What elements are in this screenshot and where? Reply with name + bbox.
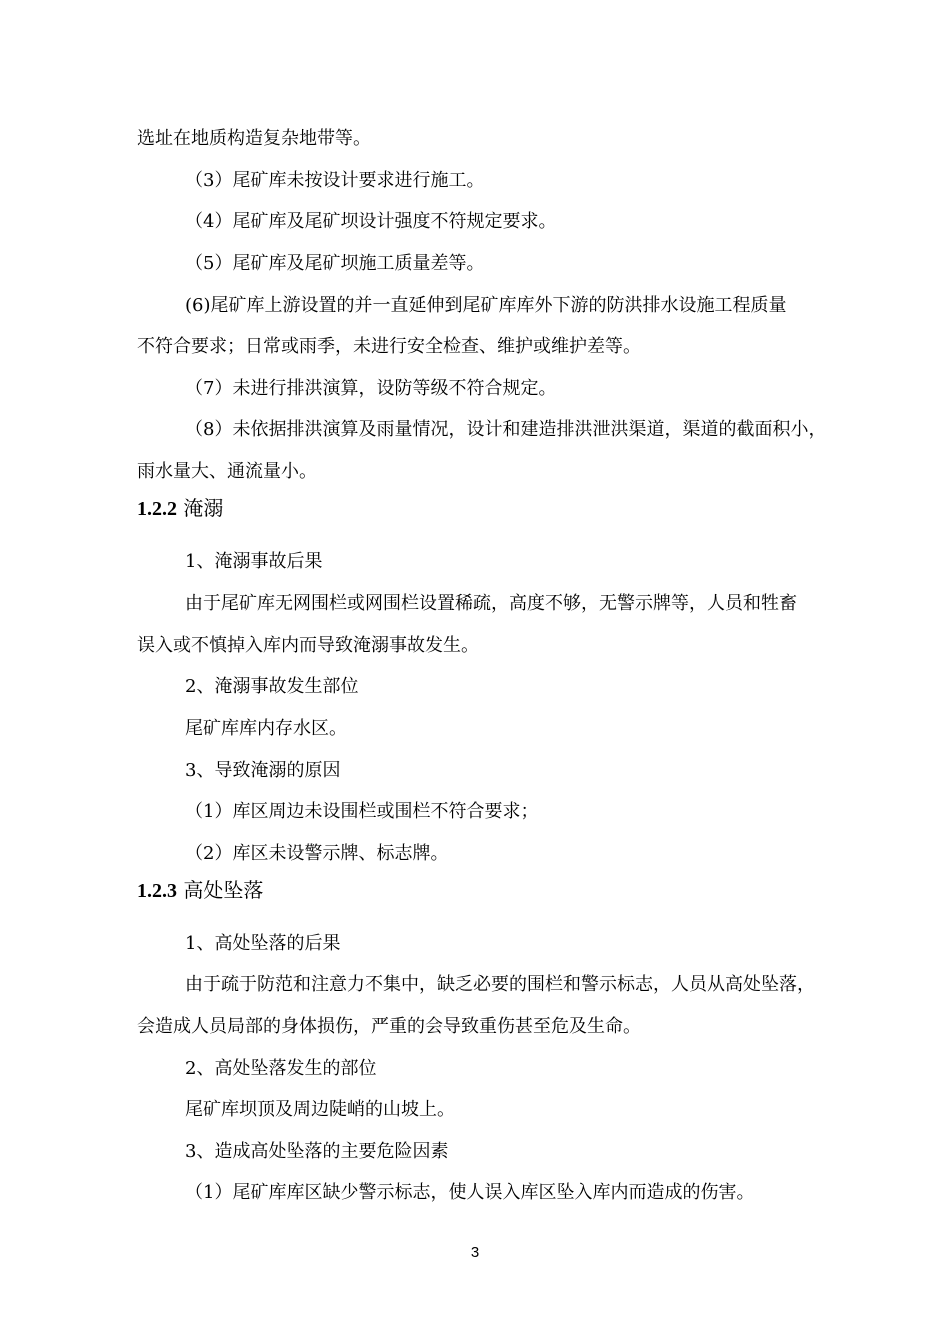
list-item: （5）尾矿库及尾矿坝施工质量差等。 — [185, 253, 485, 274]
paragraph-line: 不符合要求；日常或雨季，未进行安全检查、维护或维护差等。 — [137, 336, 641, 357]
list-item: （1）尾矿库库区缺少警示标志，使人误入库区坠入库内而造成的伤害。 — [185, 1182, 755, 1203]
list-item: （4）尾矿库及尾矿坝设计强度不符规定要求。 — [185, 211, 557, 232]
list-item: （7）未进行排洪演算，设防等级不符合规定。 — [185, 378, 557, 399]
section-heading — [137, 495, 223, 522]
list-item: 1、淹溺事故后果 — [185, 551, 323, 572]
list-item: 1、高处坠落的后果 — [185, 933, 341, 954]
paragraph-line: 选址在地质构造复杂地带等。 — [137, 128, 371, 149]
page-number: 3 — [470, 1244, 480, 1261]
list-item: （8）未依据排洪演算及雨量情况，设计和建造排洪泄洪渠道，渠道的截面积小， — [185, 419, 827, 440]
list-item: 2、高处坠落发生的部位 — [185, 1058, 377, 1079]
list-item: （3）尾矿库未按设计要求进行施工。 — [185, 170, 485, 191]
section-title: 淹溺 — [183, 496, 224, 520]
list-item: 3、造成高处坠落的主要危险因素 — [185, 1141, 449, 1162]
paragraph-line: 雨水量大、通流量小。 — [137, 461, 317, 482]
list-item: 3、导致淹溺的原因 — [185, 760, 341, 781]
list-item: （2）库区未设警示牌、标志牌。 — [185, 843, 449, 864]
paragraph-line: 尾矿库库内存水区。 — [185, 718, 347, 739]
paragraph-line: 尾矿库坝顶及周边陡峭的山坡上。 — [185, 1099, 455, 1120]
list-item: 2、淹溺事故发生部位 — [185, 676, 359, 697]
section-number: 1.2.2 — [137, 498, 177, 520]
list-item: (6)尾矿库上游设置的并一直延伸到尾矿库库外下游的防洪排水设施工程质量 — [185, 295, 787, 316]
paragraph-line: 由于疏于防范和注意力不集中，缺乏必要的围栏和警示标志，人员从高处坠落， — [185, 974, 815, 995]
paragraph-line: 由于尾矿库无网围栏或网围栏设置稀疏，高度不够，无警示牌等，人员和牲畜 — [185, 593, 797, 614]
paragraph-line: 误入或不慎掉入库内而导致淹溺事故发生。 — [137, 635, 479, 656]
section-number: 1.2.3 — [137, 880, 177, 902]
paragraph-line: 会造成人员局部的身体损伤，严重的会导致重伤甚至危及生命。 — [137, 1016, 641, 1037]
list-item: （1）库区周边未设围栏或围栏不符合要求； — [185, 801, 539, 822]
section-heading — [137, 877, 263, 904]
section-title: 高处坠落 — [183, 878, 264, 902]
